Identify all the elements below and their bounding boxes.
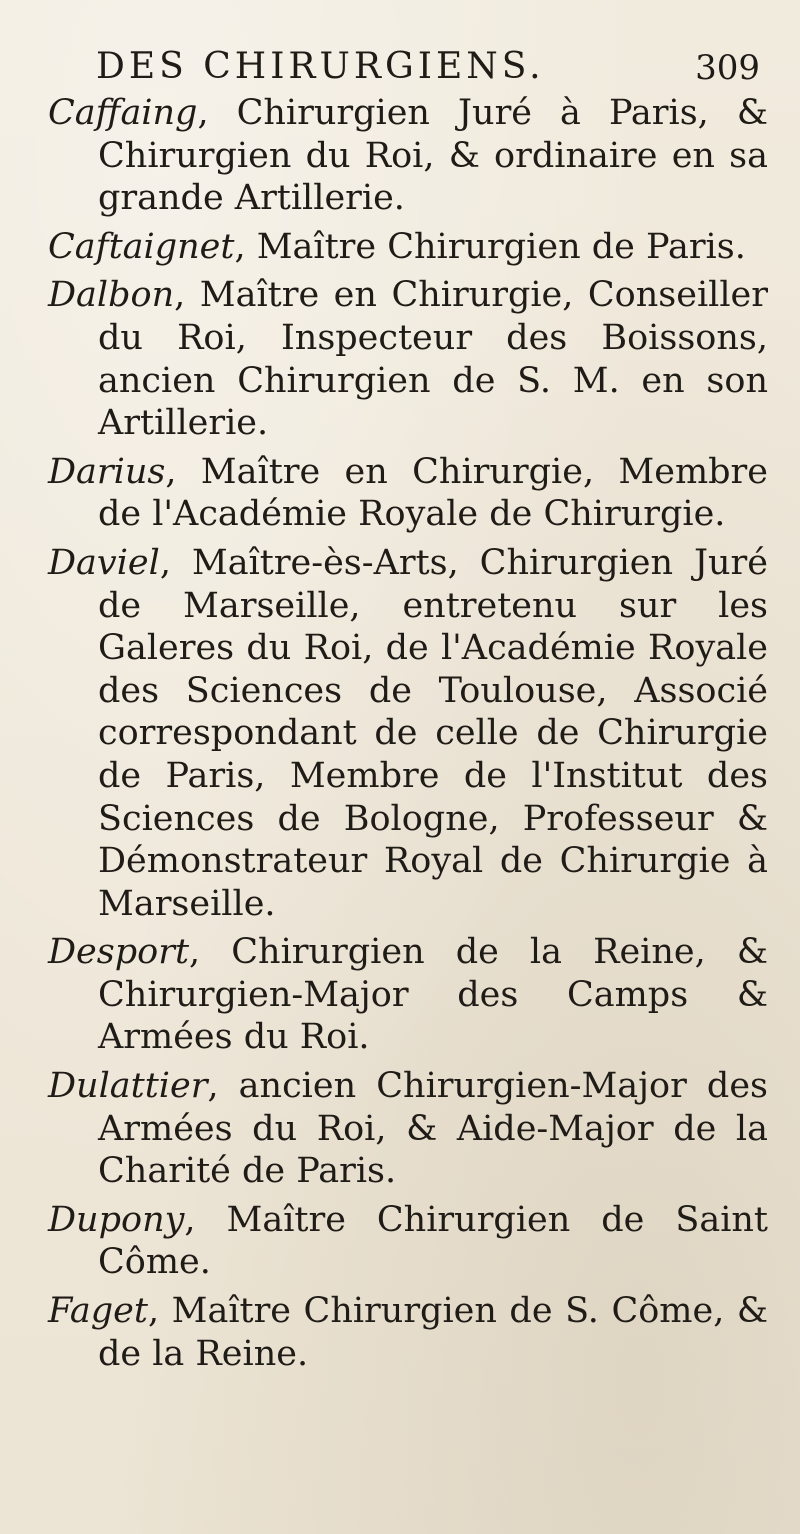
list-item bbox=[48, 92, 768, 220]
entry-text: , Chirurgien Juré à Paris, & Chirurgien du Roi, & ordinaire en sa grande Artillerie. bbox=[98, 93, 768, 219]
entry-name: Desport bbox=[48, 932, 190, 973]
running-title: DES CHIRURGIENS. bbox=[96, 46, 545, 87]
list-item bbox=[48, 931, 768, 1059]
entry-text: , ancien Chirurgien-Major des Armées du Roi, & Aide-Major de la Charité de Paris. bbox=[98, 1066, 768, 1192]
entry-text: , Maître Chirurgien de Paris. bbox=[234, 226, 746, 267]
entry-name: Dulattier bbox=[48, 1066, 208, 1107]
entry-text: , Maître Chirurgien de Saint Côme. bbox=[98, 1199, 768, 1283]
entry-name: Caffaing bbox=[48, 93, 198, 133]
entry-text: , Maître-ès-Arts, Chirurgien Juré de Marseille, entretenu sur les Galeres du Roi, de l'Académie Royale des Sciences de Toulouse, Associé correspondant de celle de Chirurgie de Paris, Membre de l'Institut des Sciences de Bologne, Professeur & Démonstrateur Royal de Chirurgie à Marseille. bbox=[98, 542, 768, 924]
list-item bbox=[48, 542, 768, 925]
entry-text: , Maître en Chirurgie, Membre de l'Académie Royale de Chirurgie. bbox=[98, 451, 768, 535]
entry-text: , Maître en Chirurgie, Conseiller du Roi, Inspecteur des Boissons, ancien Chirurgien de S. M. en son Artillerie. bbox=[98, 275, 768, 444]
page-number: 309 bbox=[695, 48, 760, 88]
entry-text: , Chirurgien de la Reine, & Chirurgien-Major des Camps & Armées du Roi. bbox=[98, 932, 768, 1058]
list-item bbox=[48, 1290, 768, 1375]
entry-text: , Maître Chirurgien de S. Côme, & de la Reine. bbox=[98, 1291, 768, 1374]
entry-name: Faget bbox=[48, 1291, 148, 1332]
list-item bbox=[48, 451, 768, 536]
list-item bbox=[48, 226, 768, 269]
list-item bbox=[48, 274, 768, 444]
surgeon-list bbox=[48, 92, 768, 1381]
entry-name: Darius bbox=[48, 451, 166, 492]
list-item bbox=[48, 1065, 768, 1193]
entry-name: Dupony bbox=[48, 1199, 185, 1240]
entry-name: Dalbon bbox=[48, 275, 175, 316]
entry-name: Caftaignet bbox=[48, 226, 235, 267]
page-header bbox=[90, 44, 760, 98]
entry-name: Daviel bbox=[48, 542, 160, 583]
list-item bbox=[48, 1199, 768, 1284]
